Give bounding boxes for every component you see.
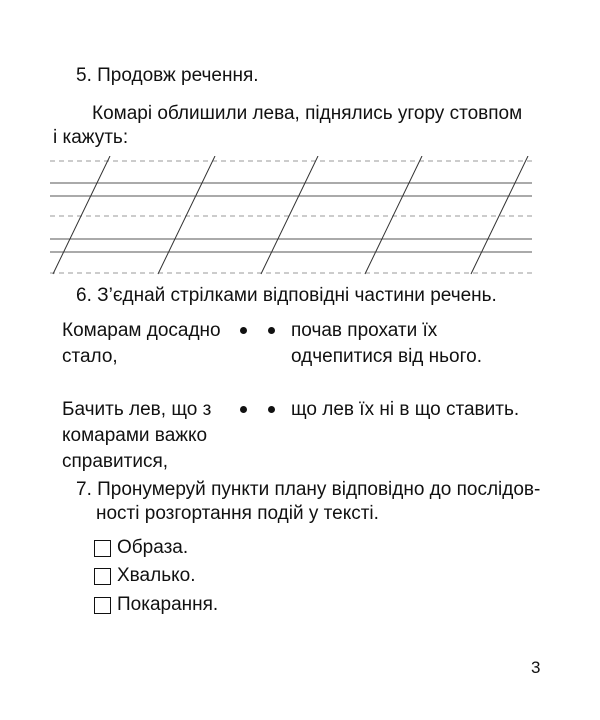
match-right-item-2: що лев їх ні в що ставить. — [291, 399, 520, 420]
match-left-dot-2[interactable] — [240, 406, 247, 413]
task5-text-line1: Комарі облишили лева, піднялись угору стовпом — [92, 103, 523, 124]
plan-item-label: Образа. — [117, 537, 189, 558]
plan-item-3 — [94, 593, 218, 617]
writing-slant-line — [53, 156, 110, 274]
match-left-dot-1[interactable] — [240, 327, 247, 334]
plan-item-label: Покарання. — [117, 594, 219, 615]
match-right-dot-2[interactable] — [268, 406, 275, 413]
plan-number-box[interactable] — [94, 597, 111, 614]
match-right-dot-1[interactable] — [268, 327, 275, 334]
plan-number-box[interactable] — [94, 568, 111, 585]
plan-number-box[interactable] — [94, 540, 111, 557]
task7-title-line2: ності розгортання подій у тексті. — [96, 503, 379, 524]
page-number: 3 — [531, 658, 541, 677]
handwriting-lines[interactable] — [50, 156, 532, 278]
plan-item-2 — [94, 564, 195, 588]
task5-text-line2: і кажуть: — [53, 127, 129, 148]
task7-title-line1: 7. Пронумеруй пункти плану відповідно до послідов- — [76, 479, 541, 500]
writing-slant-line — [261, 156, 318, 274]
match-left-item-1: Комарам досадно стало, — [62, 320, 221, 367]
plan-item-label: Хвалько. — [117, 565, 196, 586]
task6-title: 6. З’єднай стрілками відповідні частини речень. — [76, 285, 497, 306]
writing-slant-line — [471, 156, 528, 274]
match-left-item-2: Бачить лев, що з комарами важко справитися, — [62, 399, 212, 472]
plan-item-1 — [94, 536, 188, 560]
writing-slant-line — [158, 156, 215, 274]
task5-title: 5. Продовж речення. — [76, 65, 259, 86]
match-right-item-1: почав прохати їх одчепитися від нього. — [291, 320, 482, 367]
writing-slant-line — [365, 156, 422, 274]
